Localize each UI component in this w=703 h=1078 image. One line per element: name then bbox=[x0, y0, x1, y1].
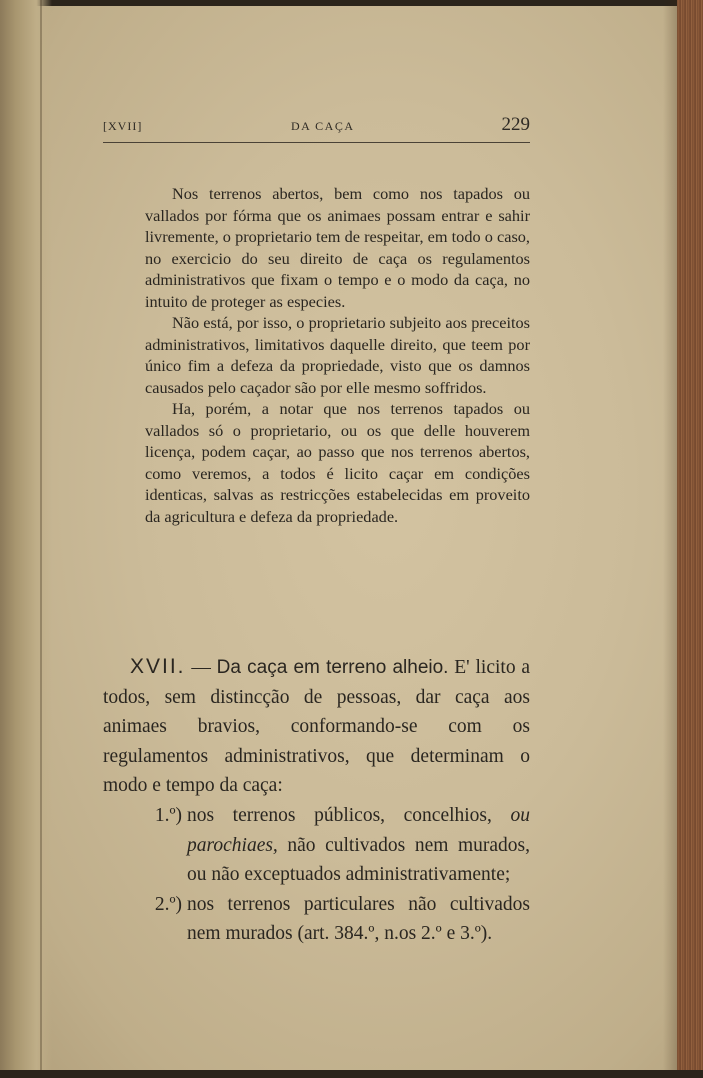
list-item bbox=[103, 890, 530, 949]
item-text: nos terrenos públicos, concelhios, bbox=[187, 804, 511, 826]
page-edges bbox=[677, 0, 703, 1078]
binding-fold bbox=[40, 0, 42, 1078]
item-text: nos terrenos particulares não cultivados nem murados (art. 384.º, n.os 2.º e 3.º). bbox=[187, 893, 530, 945]
section-xvii bbox=[103, 652, 530, 949]
section-intro bbox=[103, 652, 530, 801]
list-item bbox=[103, 801, 530, 890]
paragraph: Nos terrenos abertos, bem como nos tapados ou vallados por fórma que os animaes possam entrar e sahir livremente, o proprietario tem de respeitar, em todo o caso, no exercicio do seu direito de caça os regulamentos administrativos que fixam o tempo e o modo da caça, no intuito de proteger as especies. bbox=[145, 184, 530, 311]
page-edge-shadow bbox=[663, 0, 677, 1078]
section-title: Da caça em terreno alheio. bbox=[216, 657, 449, 678]
chapter-marker: [XVII] bbox=[103, 119, 143, 133]
header-rule bbox=[103, 142, 530, 143]
bottom-edge bbox=[0, 1070, 703, 1078]
binding-gutter bbox=[0, 0, 52, 1078]
section-dash: — bbox=[185, 657, 217, 678]
item-number: 1.º) bbox=[154, 804, 182, 826]
paragraph: Ha, porém, a notar que nos terrenos tapados ou vallados só o proprietario, ou os que delle houverem licença, podem caçar, ao passo que nos terrenos abertos, como veremos, a todos é licito caçar em condições identicas, salvas as restricções estabelecidas em proveito da agricultura e defeza da propriedade. bbox=[145, 399, 530, 526]
section-number: XVII. bbox=[130, 655, 186, 678]
top-edge bbox=[0, 0, 703, 6]
body-text bbox=[145, 183, 530, 527]
item-text: não cultivados nem murados, ou não exceptuados administrativamente; bbox=[187, 834, 530, 886]
paragraph: Não está, por isso, o proprietario subjeito aos preceitos administrativos, limitativos daquelle direito, que teem por único fim a defeza da propriedade, visto que os damnos causados pelo caçador são por elle mesmo soffridos. bbox=[145, 313, 530, 397]
running-header bbox=[103, 114, 530, 142]
item-text-italic: ou parochiaes, bbox=[187, 804, 530, 856]
section-text: E' licito a todos, sem distincção de pessoas, dar caça aos animaes bravios, conformando-se com os regulamentos administrativos, que determinam o modo e tempo da caça: bbox=[103, 657, 531, 797]
item-number: 2.º) bbox=[154, 893, 182, 915]
page-number: 229 bbox=[501, 114, 530, 135]
running-title: DA CAÇA bbox=[291, 119, 355, 133]
